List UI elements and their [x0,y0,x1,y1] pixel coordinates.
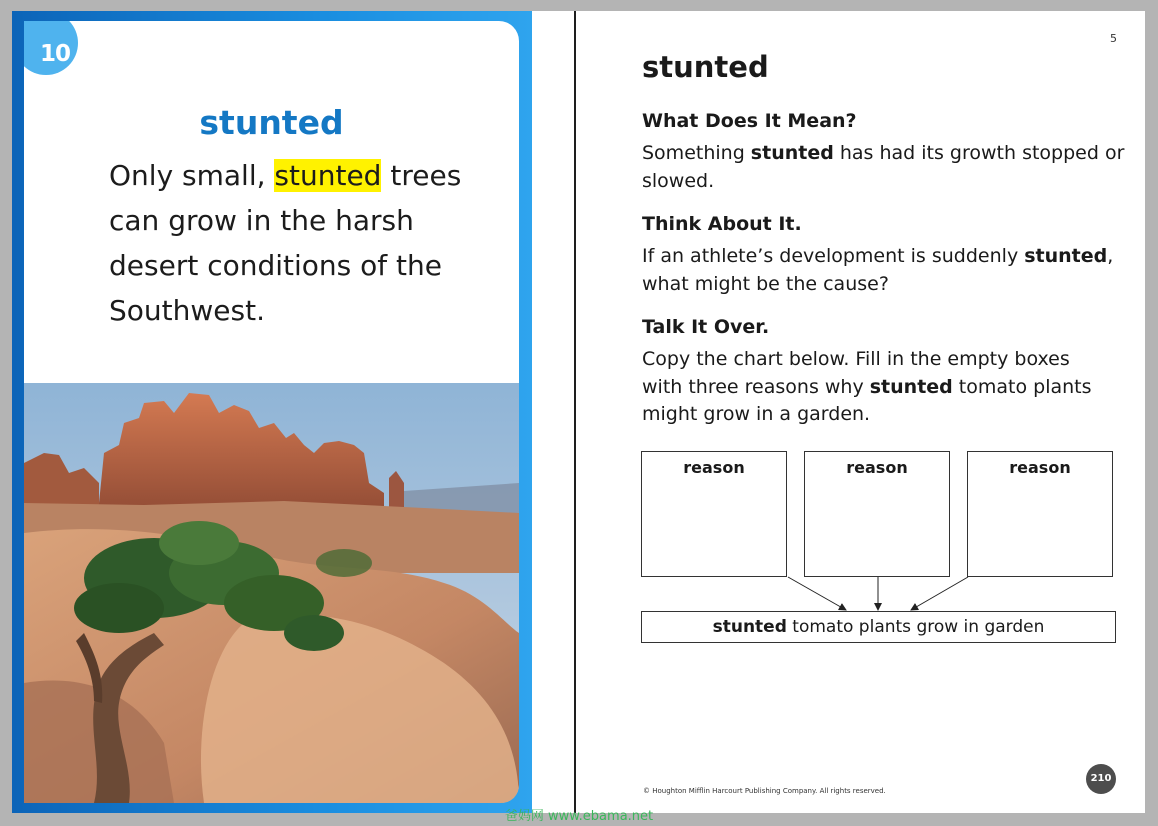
reason-label: reason [1009,458,1071,477]
think-start: If an athlete’s development is suddenly [642,245,1025,267]
card-number: 10 [40,41,71,67]
definition-text [642,140,1132,195]
desert-landscape-image [24,383,519,803]
page-number-badge: 210 [1086,764,1116,794]
page-title: stunted [642,50,769,84]
heading-talk-it-over: Talk It Over. [642,316,770,338]
talk-bold-word: stunted [869,375,953,398]
heading-think-about-it: Think About It. [642,213,802,235]
reason-box-2 [804,451,950,577]
reason-label: reason [683,458,745,477]
talk-text [642,346,1112,429]
sentence-end: trees can grow in the harsh desert conditions of the Southwest. [109,159,462,327]
highlighted-word: stunted [274,159,382,192]
copyright-notice: © Houghton Mifflin Harcourt Publishing Company. All rights reserved. [643,787,886,795]
sentence-start: Only small, [109,159,275,192]
reason-box-1 [641,451,787,577]
think-text [642,243,1132,298]
watermark: 爸妈网 www.ebama.net [504,809,654,824]
definition-start: Something [642,142,751,164]
definition-bold-word: stunted [750,142,834,164]
think-bold-word: stunted [1024,245,1108,267]
heading-what-does-it-mean: What Does It Mean? [642,110,857,132]
result-bold-word: stunted [712,617,787,637]
card-inner [24,21,519,803]
talk-start: Copy the chart below. Fill in the empty boxes with three reasons why [642,348,1070,398]
desert-photo [24,383,519,803]
arrow-right [911,577,968,610]
reason-box-3 [967,451,1113,577]
result-text: tomato plants grow in garden [786,617,1045,637]
card-sentence [109,153,509,333]
arrow-left [788,577,846,610]
reason-label: reason [846,458,908,477]
page-number-top: 5 [1110,32,1117,45]
card-word: stunted [199,103,344,142]
page-divider [574,11,576,813]
vocabulary-card [12,11,532,813]
book-spread [12,11,1145,813]
talk-end: tomato plants might grow in a garden. [642,375,1092,425]
definition-end: has had its growth stopped or slowed. [642,142,1125,192]
think-end: , what might be the cause? [642,245,1114,295]
result-box [641,611,1116,643]
